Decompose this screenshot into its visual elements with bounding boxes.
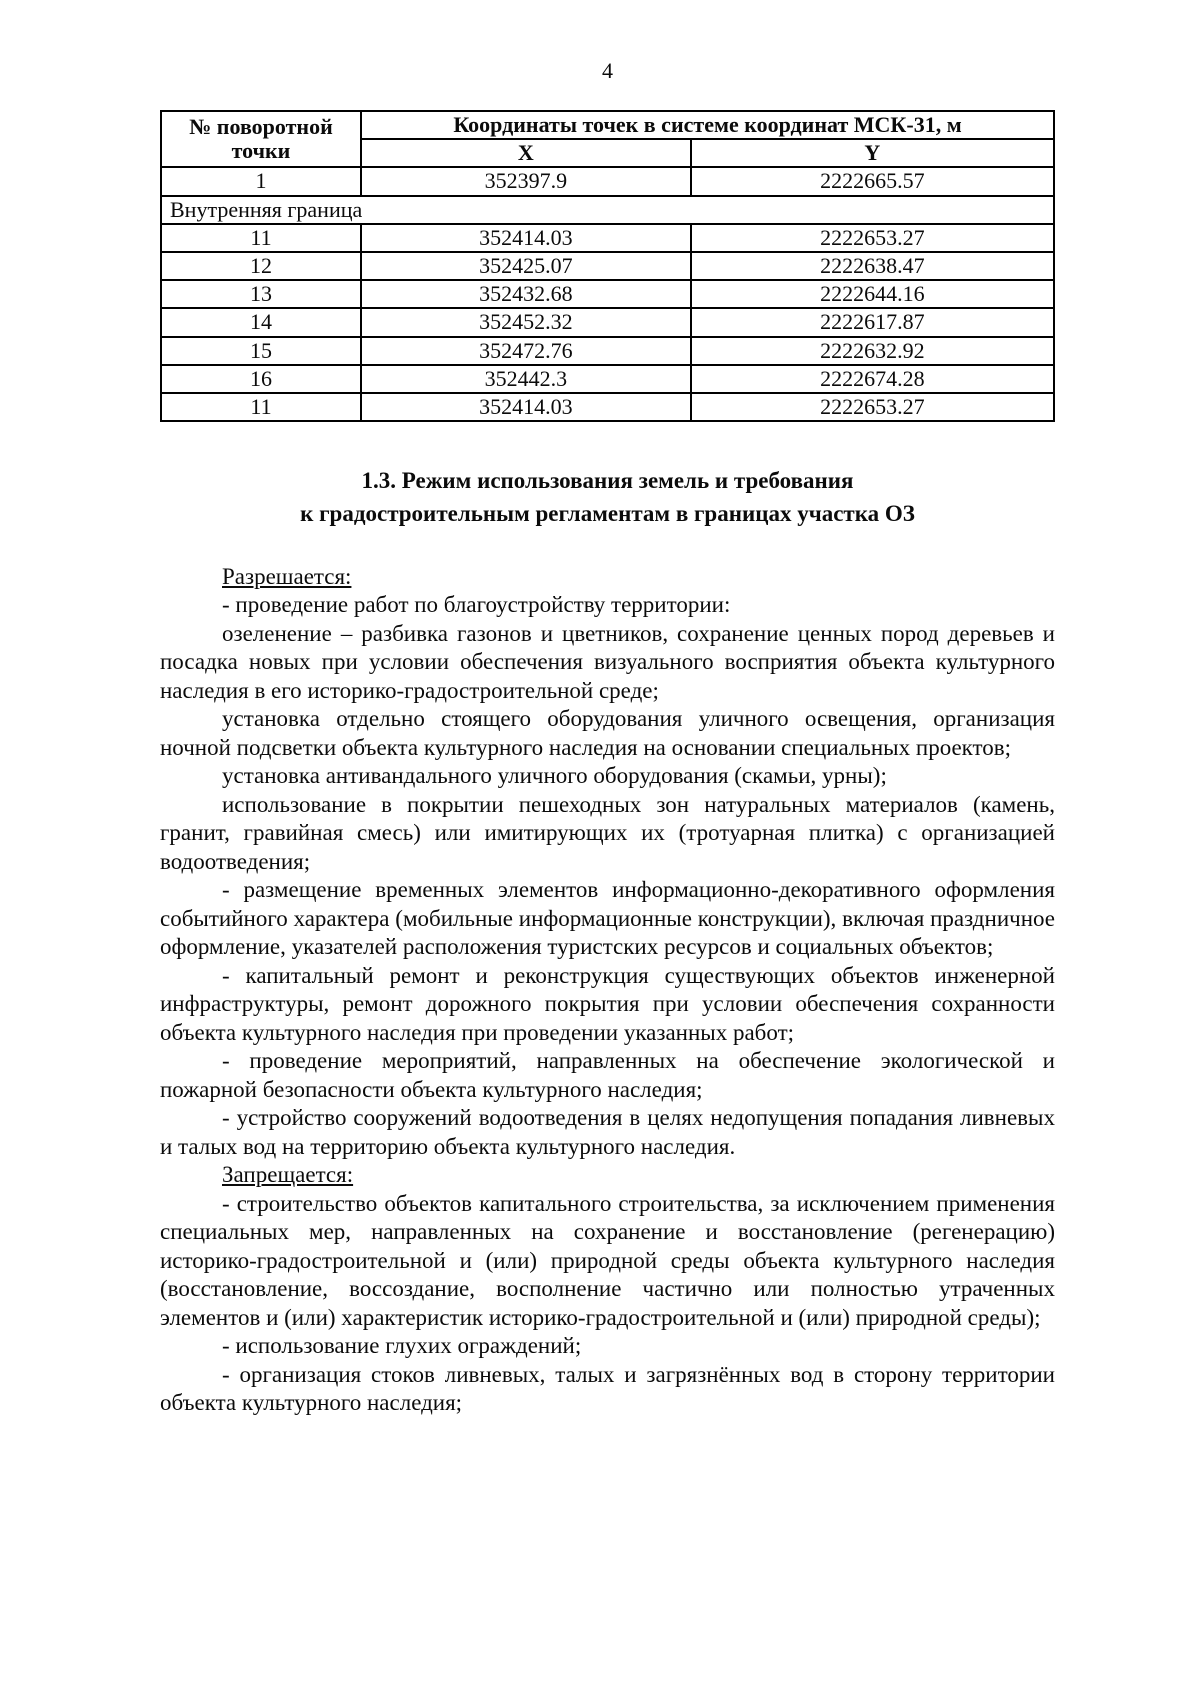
cell-x: 352432.68 bbox=[361, 280, 691, 308]
paragraph: - проведение работ по благоустройству территории: bbox=[222, 592, 731, 618]
table-row bbox=[161, 252, 1054, 280]
paragraph: - капитальный ремонт и реконструкция существующих объектов инженерной инфраструктуры, ремонт дорожного покрытия при условии обеспечения сохранности объекта культурного наследия при проведении указанных работ; bbox=[160, 962, 1055, 1045]
cell-y: 2222632.92 bbox=[691, 337, 1054, 365]
cell-y: 2222653.27 bbox=[691, 393, 1054, 421]
cell-y: 2222617.87 bbox=[691, 308, 1054, 336]
table-section-row bbox=[161, 196, 1054, 224]
table-row bbox=[161, 167, 1054, 195]
cell-point-number: 1 bbox=[161, 167, 361, 195]
cell-point-number: 11 bbox=[161, 393, 361, 421]
cell-x: 352472.76 bbox=[361, 337, 691, 365]
table-header-x: X bbox=[361, 139, 691, 167]
page-number: 4 bbox=[602, 58, 613, 83]
paragraph: - проведение мероприятий, направленных на обеспечение экологической и пожарной безопасности объекта культурного наследия; bbox=[160, 1048, 1055, 1102]
cell-point-number: 11 bbox=[161, 224, 361, 252]
underlined-label: Запрещается: bbox=[222, 1162, 354, 1188]
table-header-coordinates: Координаты точек в системе координат МСК-31, м bbox=[361, 111, 1054, 139]
coordinate-table bbox=[160, 110, 1055, 422]
coordinate-table-header bbox=[161, 111, 1054, 167]
cell-y: 2222653.27 bbox=[691, 224, 1054, 252]
table-row bbox=[161, 365, 1054, 393]
cell-x: 352414.03 bbox=[361, 393, 691, 421]
table-section-label: Внутренняя граница bbox=[161, 196, 1054, 224]
paragraph: установка отдельно стоящего оборудования уличного освещения, организация ночной подсветки объекта культурного наследия на основании специальных проектов; bbox=[160, 706, 1055, 760]
table-header-point-number: № поворотной точки bbox=[161, 111, 361, 167]
paragraph: - использование глухих ограждений; bbox=[222, 1333, 582, 1359]
paragraph: - организация стоков ливневых, талых и загрязнённых вод в сторону территории объекта культурного наследия; bbox=[160, 1361, 1055, 1416]
paragraph: - размещение временных элементов информационно-декоративного оформления событийного характера (мобильные информационные конструкции), включая праздничное оформление, указателей расположения туристских ресурсов и социальных объектов; bbox=[160, 877, 1055, 960]
table-row bbox=[161, 308, 1054, 336]
underlined-label: Разрешается: bbox=[222, 563, 352, 589]
table-row bbox=[161, 280, 1054, 308]
paragraph: - устройство сооружений водоотведения в целях недопущения попадания ливневых и талых вод на территорию объекта культурного наследия. bbox=[160, 1105, 1055, 1159]
table-row bbox=[161, 224, 1054, 252]
paragraph-label bbox=[160, 1161, 1055, 1190]
cell-y: 2222665.57 bbox=[691, 167, 1054, 195]
section-heading bbox=[160, 464, 1055, 531]
cell-point-number: 13 bbox=[161, 280, 361, 308]
cell-x: 352414.03 bbox=[361, 224, 691, 252]
cell-point-number: 12 bbox=[161, 252, 361, 280]
coordinate-table-body bbox=[161, 167, 1054, 421]
paragraph: озеленение – разбивка газонов и цветников, сохранение ценных пород деревьев и посадка новых при условии обеспечения визуального восприятия объекта культурного наследия в его историко-градостроительной среде; bbox=[160, 620, 1055, 703]
paragraph-label bbox=[160, 563, 1055, 592]
table-header-y: Y bbox=[691, 139, 1054, 167]
table-row bbox=[161, 393, 1054, 421]
cell-x: 352397.9 bbox=[361, 167, 691, 195]
paragraph: - строительство объектов капитального строительства, за исключением применения специальных мер, направленных на сохранение и восстановление (регенерацию) историко-градостроительной и (или) природной среды объекта культурного наследия (восстановление, воссоздание, восполнение частично или полностью утраченных элементов и (или) характеристик историко-градостроительной и (или) природной среды); bbox=[160, 1190, 1055, 1330]
paragraph: установка антивандального уличного оборудования (скамьи, урны); bbox=[222, 763, 887, 789]
table-header-row-1 bbox=[161, 111, 1054, 139]
section-heading-line-2: к градостроительным регламентам в границах участка ОЗ bbox=[300, 501, 915, 527]
body-text bbox=[160, 563, 1055, 1418]
cell-point-number: 16 bbox=[161, 365, 361, 393]
cell-y: 2222638.47 bbox=[691, 252, 1054, 280]
cell-x: 352425.07 bbox=[361, 252, 691, 280]
paragraph: использование в покрытии пешеходных зон натуральных материалов (камень, гранит, гравийная смесь) или имитирующих их (тротуарная плитка) с организацией водоотведения; bbox=[160, 791, 1055, 874]
cell-x: 352452.32 bbox=[361, 308, 691, 336]
cell-y: 2222644.16 bbox=[691, 280, 1054, 308]
cell-y: 2222674.28 bbox=[691, 365, 1054, 393]
table-row bbox=[161, 337, 1054, 365]
cell-point-number: 15 bbox=[161, 337, 361, 365]
cell-x: 352442.3 bbox=[361, 365, 691, 393]
cell-point-number: 14 bbox=[161, 308, 361, 336]
section-heading-line-1: 1.3. Режим использования земель и требования bbox=[361, 468, 854, 494]
